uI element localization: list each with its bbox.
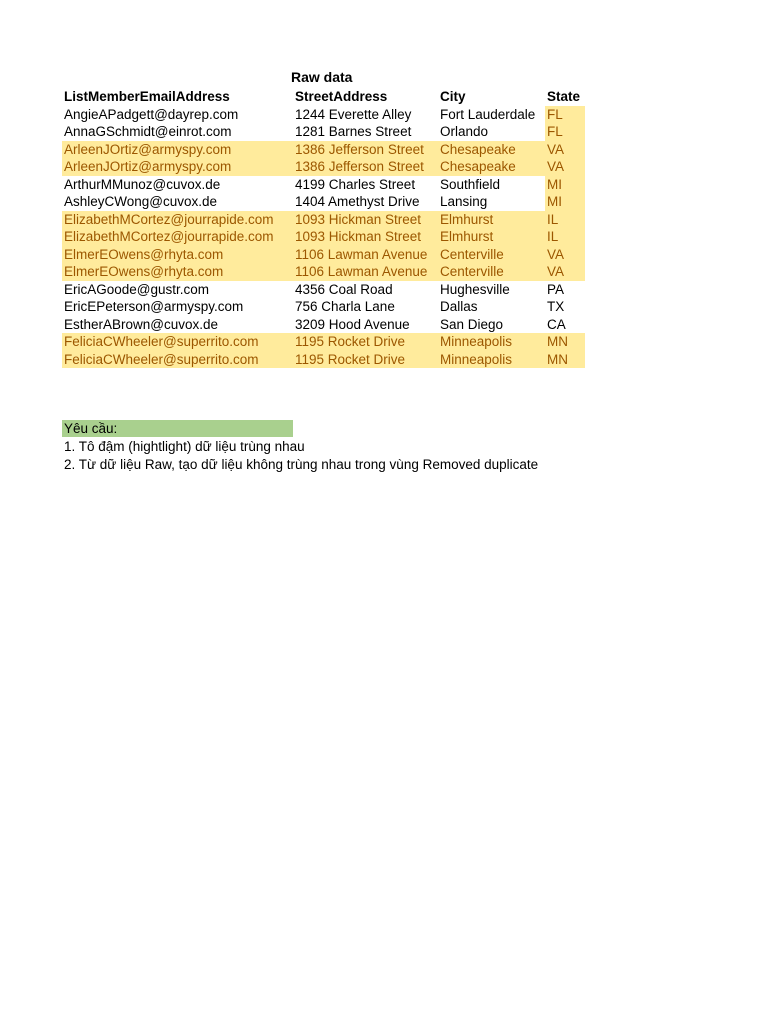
city-cell[interactable]: Elmhurst <box>438 228 545 246</box>
table-row <box>62 316 585 334</box>
street-address-cell[interactable]: 1106 Lawman Avenue <box>293 246 438 264</box>
email-cell[interactable]: ElizabethMCortez@jourrapide.com <box>62 228 293 246</box>
street-address-cell[interactable]: 1244 Everette Alley <box>295 106 412 122</box>
state-cell[interactable]: MI <box>545 193 585 211</box>
state-cell[interactable]: MN <box>545 351 585 369</box>
state-cell[interactable]: VA <box>545 158 585 176</box>
email-cell[interactable]: FeliciaCWheeler@superrito.com <box>62 333 293 351</box>
state-cell[interactable]: VA <box>545 246 585 264</box>
street-address-cell[interactable]: 1195 Rocket Drive <box>293 351 438 369</box>
header-state[interactable]: State <box>547 89 581 105</box>
state-cell[interactable]: MI <box>545 176 585 194</box>
table-row <box>62 193 585 211</box>
email-cell[interactable]: EricEPeterson@armyspy.com <box>64 299 244 315</box>
city-cell[interactable]: Fort Lauderdale <box>440 106 536 122</box>
email-cell[interactable]: ElizabethMCortez@jourrapide.com <box>62 211 293 229</box>
city-cell[interactable]: Chesapeake <box>438 158 545 176</box>
raw-data-title: Raw data <box>291 69 353 85</box>
raw-data-table <box>62 88 585 368</box>
state-cell[interactable]: CA <box>547 316 566 332</box>
street-address-cell[interactable]: 756 Charla Lane <box>295 299 395 315</box>
email-cell[interactable]: ArleenJOrtiz@armyspy.com <box>62 141 293 159</box>
street-address-cell[interactable]: 1386 Jefferson Street <box>293 141 438 159</box>
table-row <box>62 106 585 124</box>
city-cell[interactable]: Chesapeake <box>438 141 545 159</box>
state-cell[interactable]: MN <box>545 333 585 351</box>
city-cell[interactable]: Southfield <box>440 176 501 192</box>
state-cell[interactable]: FL <box>545 123 585 141</box>
table-row <box>62 351 585 369</box>
city-cell[interactable]: Dallas <box>440 299 478 315</box>
city-cell[interactable]: Hughesville <box>440 281 510 297</box>
street-address-cell[interactable]: 1106 Lawman Avenue <box>293 263 438 281</box>
state-cell[interactable]: TX <box>547 299 565 315</box>
header-street-address[interactable]: StreetAddress <box>295 89 388 105</box>
city-cell[interactable]: Centerville <box>438 246 545 264</box>
table-row <box>62 298 585 316</box>
requirement-item-2[interactable]: 2. Từ dữ liệu Raw, tạo dữ liệu không trùng nhau trong vùng Removed duplicate <box>64 457 539 472</box>
requirement-item-1[interactable]: 1. Tô đậm (hightlight) dữ liệu trùng nhau <box>64 439 305 454</box>
email-cell[interactable]: AshleyCWong@cuvox.de <box>64 194 218 210</box>
city-cell[interactable]: Elmhurst <box>438 211 545 229</box>
email-cell[interactable]: FeliciaCWheeler@superrito.com <box>62 351 293 369</box>
email-cell[interactable]: AngieAPadgett@dayrep.com <box>64 106 239 122</box>
table-row <box>62 228 585 246</box>
header-city[interactable]: City <box>440 89 466 105</box>
table-row <box>62 246 585 264</box>
email-cell[interactable]: EstherABrown@cuvox.de <box>64 316 219 332</box>
table-row <box>62 263 585 281</box>
street-address-cell[interactable]: 4356 Coal Road <box>295 281 393 297</box>
street-address-cell[interactable]: 1281 Barnes Street <box>295 124 412 140</box>
city-cell[interactable]: Minneapolis <box>438 333 545 351</box>
requirements-label[interactable]: Yêu cầu: <box>62 420 293 437</box>
street-address-cell[interactable]: 1386 Jefferson Street <box>293 158 438 176</box>
header-row <box>62 88 585 106</box>
state-cell[interactable]: PA <box>547 281 565 297</box>
street-address-cell[interactable]: 1195 Rocket Drive <box>293 333 438 351</box>
street-address-cell[interactable]: 1093 Hickman Street <box>293 228 438 246</box>
state-cell[interactable]: FL <box>545 106 585 124</box>
table-row <box>62 281 585 299</box>
state-cell[interactable]: IL <box>545 211 585 229</box>
email-cell[interactable]: ElmerEOwens@rhyta.com <box>62 263 293 281</box>
email-cell[interactable]: ArthurMMunoz@cuvox.de <box>64 176 221 192</box>
city-cell[interactable]: Minneapolis <box>438 351 545 369</box>
table-row <box>62 158 585 176</box>
city-cell[interactable]: Centerville <box>438 263 545 281</box>
table-row <box>62 123 585 141</box>
table-row <box>62 333 585 351</box>
street-address-cell[interactable]: 1404 Amethyst Drive <box>295 194 420 210</box>
city-cell[interactable]: Lansing <box>440 194 488 210</box>
table-row <box>62 211 585 229</box>
table-row <box>62 141 585 159</box>
state-cell[interactable]: VA <box>545 263 585 281</box>
street-address-cell[interactable]: 3209 Hood Avenue <box>295 316 410 332</box>
email-cell[interactable]: AnnaGSchmidt@einrot.com <box>64 124 232 140</box>
state-cell[interactable]: VA <box>545 141 585 159</box>
header-email[interactable]: ListMemberEmailAddress <box>64 89 230 105</box>
street-address-cell[interactable]: 4199 Charles Street <box>295 176 416 192</box>
table-row <box>62 176 585 194</box>
city-cell[interactable]: San Diego <box>440 316 504 332</box>
city-cell[interactable]: Orlando <box>440 124 489 140</box>
state-cell[interactable]: IL <box>545 228 585 246</box>
email-cell[interactable]: EricAGoode@gustr.com <box>64 281 210 297</box>
street-address-cell[interactable]: 1093 Hickman Street <box>293 211 438 229</box>
email-cell[interactable]: ArleenJOrtiz@armyspy.com <box>62 158 293 176</box>
email-cell[interactable]: ElmerEOwens@rhyta.com <box>62 246 293 264</box>
